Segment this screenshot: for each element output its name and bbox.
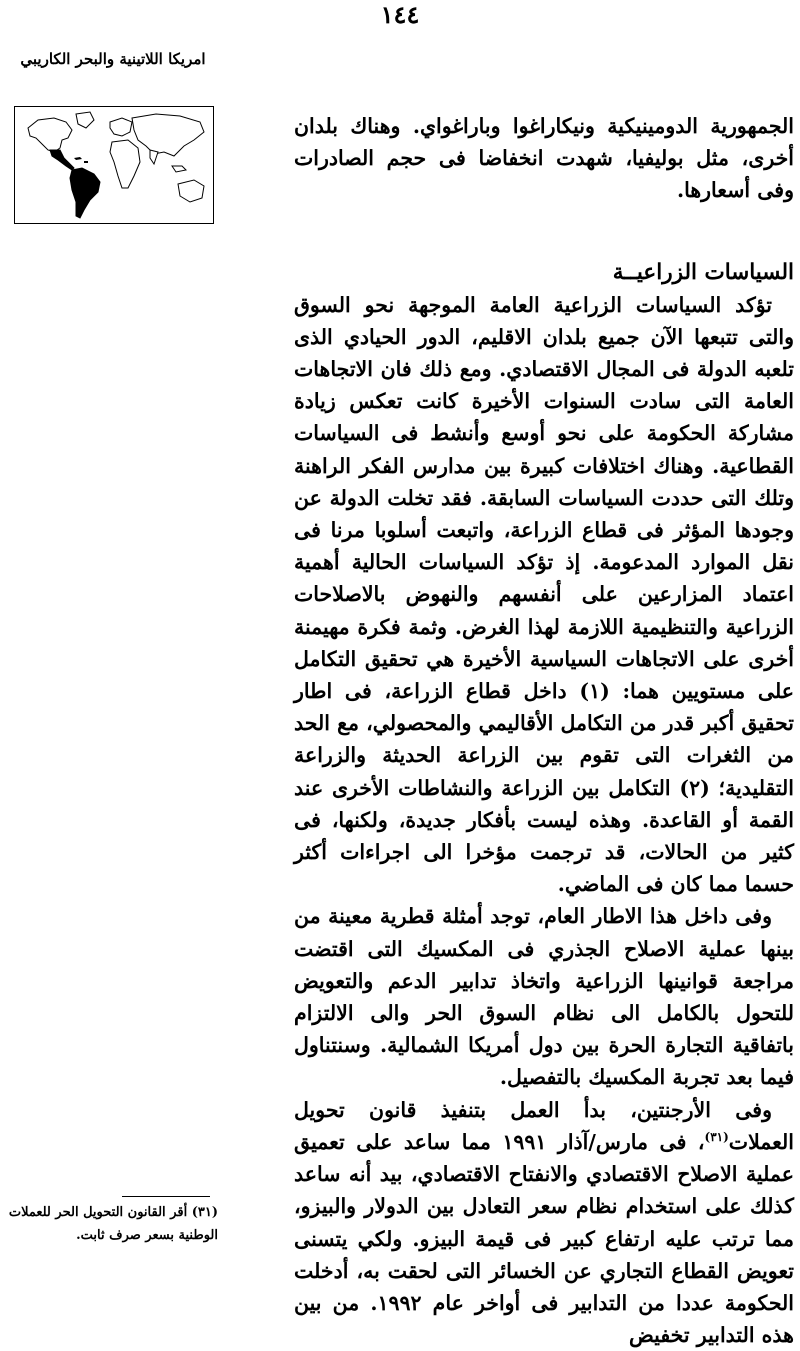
paragraph-1: تؤكد السياسات الزراعية العامة الموجهة نحو السوق والتى تتبعها الآن جميع بلدان الاقليم، الدور الحيادي الذى تلعبه الدولة فى المجال الاقتصادي. ومع ذلك فان الاتجاهات العامة التى سادت السنوات الأخيرة كانت تعكس زيادة مشاركة الحكومة على نحو أوسع وأنشط فى السياسات القطاعية. وهناك اختلافات كبيرة بين مدارس الفكر الراهنة وتلك التى حددت السياسات السابقة. فقد تخلت الدولة عن وجودها المؤثر فى قطاع الزراعة، واتبعت أسلوبا مرنا فى نقل الموارد المدعومة. إذ تؤكد السياسات الحالية أهمية اعتماد المزارعين على أنفسهم والنهوض بالاصلاحات الزراعية والتنظيمية اللازمة لهذا الغرض. وثمة فكرة مهيمنة أخرى على الاتجاهات السياسية الأخيرة هي تحقيق التكامل على مستويين هما: (١) داخل قطاع الزراعة، فى اطار تحقيق أكبر قدر من التكامل الأقاليمي والمحصولي، مع الحد من الثغرات التى تقوم بين الزراعة الحديثة والزراعة التقليدية؛ (٢) التكامل بين الزراعة والنشاطات الأخرى عند القمة أو القاعدة. وهذه ليست بأفكار جديدة، ولكنها، فى كثير من الحالات، قد ترجمت مؤخرا الى اجراءات أكثر حسما مما كان فى الماضي.: [294, 292, 795, 897]
main-text-column: [294, 110, 794, 1351]
footnote-reference[interactable]: (٣١): [704, 1130, 729, 1145]
paragraph-3-end: ، فى مارس/آذار ١٩٩١ مما ساعد على تعميق عملية الاصلاح الاقتصادي والانفتاح الاقتصادي، بيد أنه ساعد كذلك على استخدام نظام سعر التعادل بين الدولار والبيزو، مما ترتب عليه ارتفاع كبير فى قيمة البيزو. ولكي يتسنى تعويض القطاع التجاري عن الخسائر التى لحقت به، أدخلت الحكومة عددا من التدابير فى أواخر عام ١٩٩٢. من بين هذه التدابير تخفيض: [294, 1129, 794, 1348]
section-heading: السياسات الزراعيــة: [612, 259, 794, 285]
paragraph-3-start: وفى الأرجنتين، بدأ العمل بتنفيذ قانون تحويل العملات: [294, 1097, 794, 1154]
page-number: ١٤٤: [380, 0, 420, 29]
world-map-americas-highlighted-icon: [14, 106, 214, 224]
footnote-divider: [122, 1196, 210, 1197]
paragraph-3: [294, 1094, 794, 1351]
sidebar-title: امريكا اللاتينية والبحر الكاريبي: [20, 50, 206, 68]
paragraph-2: وفى داخل هذا الاطار العام، توجد أمثلة قطرية معينة من بينها عملية الاصلاح الجذري فى المكسيك التى اقتضت مراجعة قوانينها الزراعية واتخاذ تدابير الدعم والتعويض للتحول بالكامل الى نظام السوق الحر والى الالتزام باتفاقية التجارة الحرة بين دول أمريكا الشمالية. وسنتناول فيما بعد تجربة المكسيك بالتفصيل.: [294, 904, 794, 1090]
intro-paragraph: الجمهورية الدومينيكية ونيكاراغوا وباراغواي. وهناك بلدان أخرى، مثل بوليفيا، شهدت انخفاضا فى حجم الصادرات وفى أسعارها.: [294, 114, 794, 203]
footnote-31: (٣١) أقر القانون التحويل الحر للعملات الوطنية بسعر صرف ثابت.: [8, 1205, 218, 1243]
